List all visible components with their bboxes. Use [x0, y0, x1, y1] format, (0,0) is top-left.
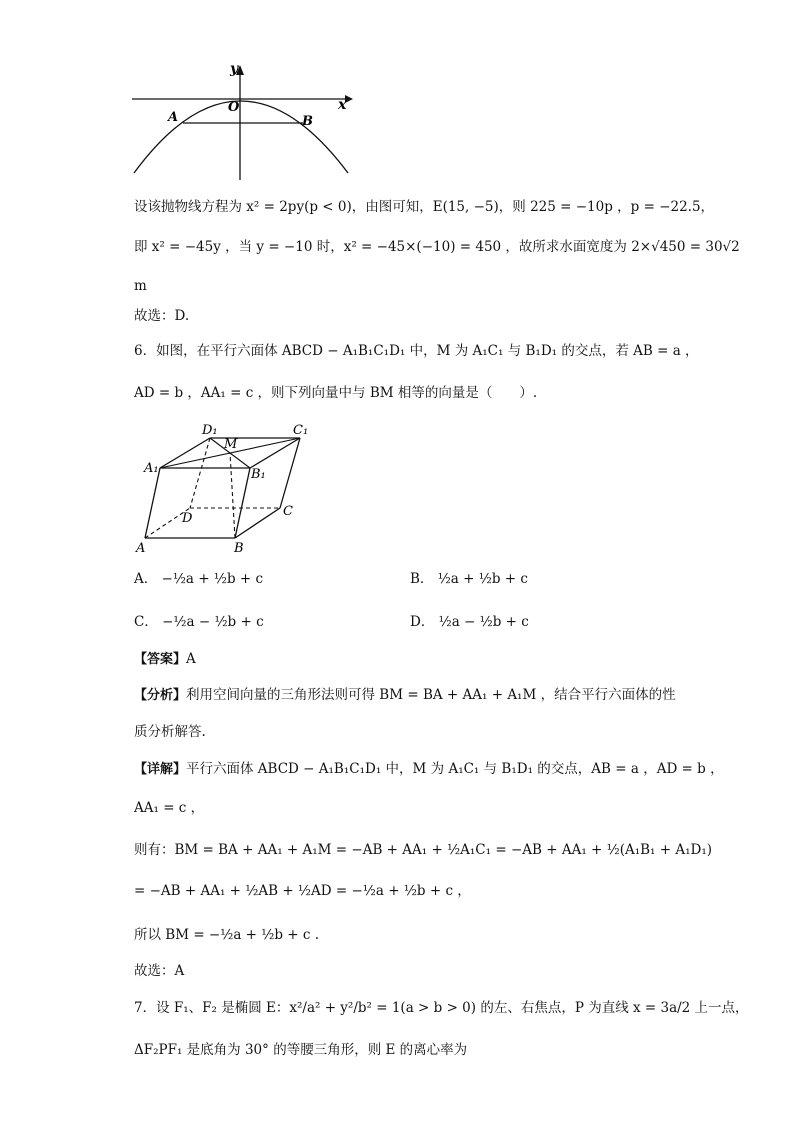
vertex-b-label: B — [234, 541, 244, 556]
detail-tag: 【详解】 — [134, 762, 187, 777]
analysis-line-2: 质分析解答. — [134, 724, 206, 740]
analysis-line-1 — [134, 685, 676, 706]
detail-line-2: AA₁ = c ， — [134, 800, 205, 816]
vertex-c-label: C — [283, 504, 293, 519]
analysis-text-1: 利用空间向量的三角形法则可得 BM = BA + AA₁ + A₁M ，结合平行六面体的性 — [186, 687, 676, 703]
vertex-a-label: A — [136, 541, 146, 556]
solution-line-1: 设该抛物线方程为 x² = 2py(p < 0)，由图可知，E(15, −5)，则 225 = −10p ，p = −22.5， — [134, 199, 715, 215]
question-7-line-1: 7．设 F₁、F₂ 是椭圆 E：x²/a² + y²/b² = 1(a > b > 0) 的左、右焦点，P 为直线 x = 3a/2 上一点， — [134, 1000, 749, 1016]
detail-text-1: 平行六面体 ABCD − A₁B₁C₁D₁ 中，M 为 A₁C₁ 与 B₁D₁ 的交点，AB = a ，AD = b ， — [186, 761, 724, 777]
origin-label: O — [228, 100, 240, 115]
answer-line — [134, 649, 196, 670]
question-6-line-1: 6．如图，在平行六面体 ABCD − A₁B₁C₁D₁ 中，M 为 A₁C₁ 与 B₁D₁ 的交点，若 AB = a ， — [134, 343, 699, 359]
option-b[interactable]: B． ½a + ½b + c — [410, 571, 528, 587]
question-7-line-2: ΔF₂PF₁ 是底角为 30° 的等腰三角形，则 E 的离心率为 — [134, 1042, 468, 1058]
x-axis-label: x — [338, 97, 347, 113]
y-axis-label: y — [230, 61, 239, 77]
vertex-d-label: D — [182, 511, 193, 526]
answer-value: A — [186, 651, 196, 667]
option-a[interactable]: A． −½a + ½b + c — [134, 571, 264, 587]
point-a-label: A — [168, 110, 179, 125]
vertex-c1-label: C₁ — [293, 423, 309, 438]
parabola-figure — [120, 55, 360, 185]
analysis-tag: 【分析】 — [134, 688, 187, 703]
solution-line-3: m — [134, 278, 147, 294]
question-6-line-2: AD = b ，AA₁ = c ，则下列向量中与 BM 相等的向量是（ ）. — [134, 385, 538, 401]
detail-line-5: 所以 BM = −½a + ½b + c . — [134, 927, 320, 943]
option-c[interactable]: C． −½a − ½b + c — [134, 614, 264, 630]
option-d[interactable]: D． ½a − ½b + c — [410, 614, 529, 630]
vertex-d1-label: D₁ — [202, 423, 218, 438]
detail-line-4: = −AB + AA₁ + ½AB + ½AD = −½a + ½b + c ， — [134, 883, 471, 899]
point-b-label: B — [302, 114, 313, 129]
detail-line-1 — [134, 759, 724, 780]
detail-line-3: 则有：BM = BA + AA₁ + A₁M = −AB + AA₁ + ½A₁C₁ = −AB + AA₁ + ½(A₁B₁ + A₁D₁) — [134, 842, 713, 858]
point-m-label: M — [224, 437, 238, 452]
vertex-b1-label: B₁ — [251, 467, 266, 482]
parallelepiped-figure — [130, 418, 320, 558]
solution-choice: 故选：D. — [134, 308, 190, 324]
answer-tag: 【答案】 — [134, 652, 187, 667]
detail-choice: 故选：A — [134, 963, 185, 979]
vertex-a1-label: A₁ — [144, 461, 159, 476]
solution-line-2: 即 x² = −45y ，当 y = −10 时，x² = −45×(−10) = 450 ，故所求水面宽度为 2×√450 = 30√2 — [134, 239, 740, 255]
